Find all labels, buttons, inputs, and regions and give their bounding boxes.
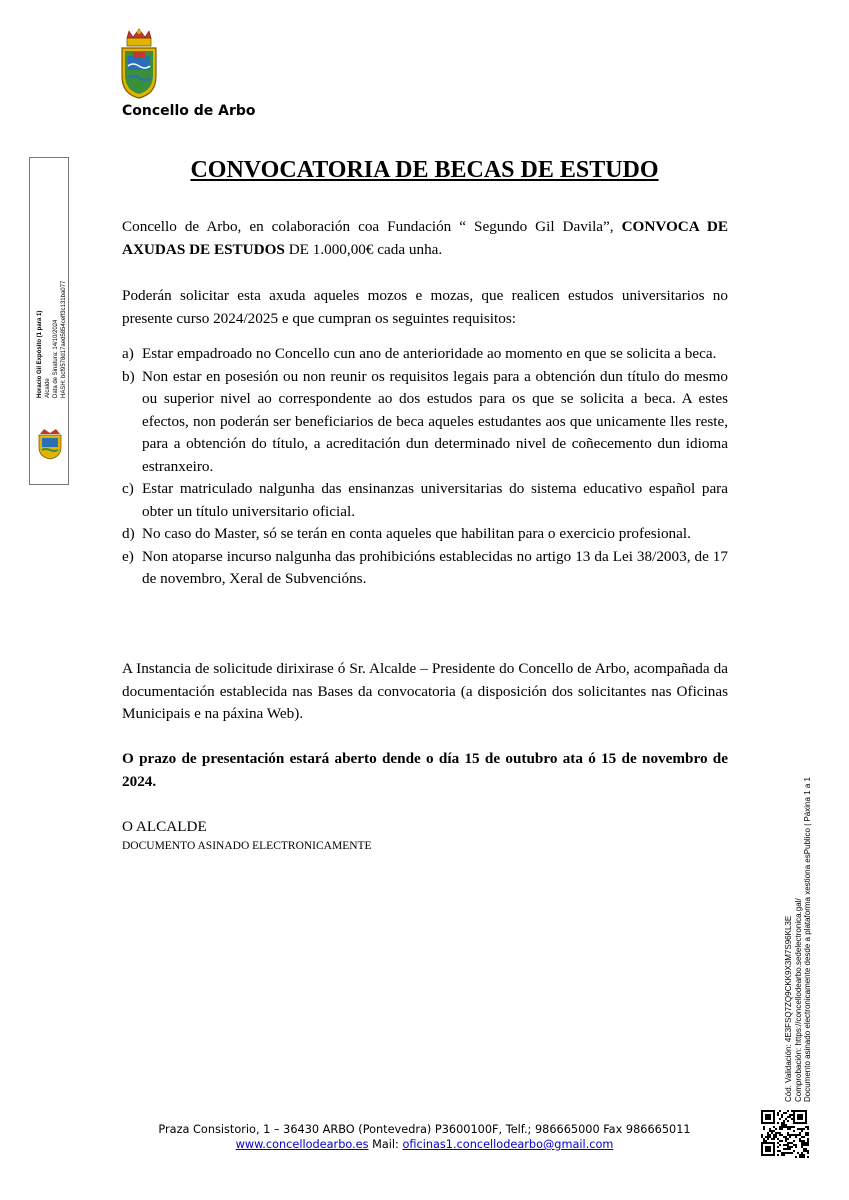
footer-address: Praza Consistorio, 1 – 36430 ARBO (Pontevedra) P3600100F, Telf.; 986665000 Fax 986665011 [158, 1123, 691, 1136]
list-item [122, 546, 728, 591]
signer-name: Horacio Gil Expósito (1 para 1) [37, 310, 43, 398]
list-item-text: Estar matriculado nalgunha das ensinanzas universitarias do sistema educativo español para obter un título universitario oficial. [142, 480, 728, 520]
page-title: CONVOCATORIA DE BECAS DE ESTUDO [190, 157, 659, 183]
list-item-text: No caso do Master, só se terán en conta aqueles que habilitan para o exercicio profesional. [142, 525, 691, 542]
mail-label: Mail: [368, 1138, 403, 1151]
footer [0, 1122, 849, 1152]
signer-title: O ALCALDE [122, 818, 207, 835]
list-marker: c) [122, 480, 134, 497]
list-item-text: Non atoparse incurso nalgunha das prohibicións establecidas no artigo 13 da Lei 38/2003, de 17 de novembro, Xeral de Subvencións. [142, 547, 728, 587]
signature-note: DOCUMENTO ASINADO ELECTRONICAMENTE [122, 840, 372, 852]
list-item-text: Estar empadroado no Concello cun ano de anterioridade ao momento en que se solicita a beca. [142, 345, 717, 362]
list-item [122, 523, 728, 546]
org-name: Concello de Arbo [122, 103, 256, 119]
website-link[interactable]: www.concellodearbo.es [235, 1138, 369, 1151]
intro-paragraph [122, 216, 728, 261]
signer-role: Alcalde [45, 378, 51, 398]
list-item-text: Non estar en posesión ou non reunir os requisitos legais para a obtención dun título do mesmo ou superior nivel ao correspondente ao dos estudos para os que se solicita a beca. A estes efectos, non poderán ser beneficiarios de beca aqueles estudantes aos que unicamente lles reste, para a obtención do título, a acreditación dun determinado nivel de coñecemento dun idioma estranxeiro. [142, 367, 728, 475]
instance-paragraph: A Instancia de solicitude dirixirase ó Sr. Alcalde – Presidente do Concello de Arbo, acompañada da documentación establecida nas Bases da convocatoria (a disposición dos solicitantes nas Oficinas Municipais e na páxina Web). [122, 660, 728, 722]
validation-code: Cód. Validación: 4E3FSQ7ZQ9CKK9X3M7S96KL3E [784, 915, 793, 1102]
email-link[interactable]: oficinas1.concellodearbo@gmail.com [402, 1138, 614, 1151]
signature-hash: HASH: bcf9578d17aed5854ceff3c131ba077 [61, 280, 67, 398]
list-marker: d) [122, 525, 135, 542]
signature-date: Data de Sinatura: 14/10/2024 [53, 319, 59, 398]
list-marker: e) [122, 547, 134, 565]
validation-strip [784, 754, 814, 1102]
footer-contact [0, 1137, 849, 1152]
crown-icon [127, 29, 151, 46]
coat-of-arms-logo [119, 28, 159, 100]
signature-strip [29, 157, 69, 485]
intro-text: Concello de Arbo, en colaboración coa Fundación “ Segundo Gil Davila”, [122, 218, 622, 235]
seal-icon [36, 428, 64, 460]
deadline-paragraph: O prazo de presentación estará aberto dende o día 15 de outubro ata ó 15 de novembro de 2024. [122, 750, 728, 790]
eligibility-paragraph: Poderán solicitar esta axuda aqueles mozos e mozas, que realicen estudos universitarios no presente curso 2024/2025 e que cumpran os seguintes requisitos: [122, 287, 728, 327]
list-item [122, 366, 728, 479]
requirements-list [122, 343, 728, 591]
validation-platform: Documento asinado electronicamente desde a plataforma xestiona esPublico | Páxina 1 a 1 [803, 777, 812, 1102]
intro-bold-text: CONVOCA DE AXUDAS DE ESTUDOS [122, 218, 728, 258]
intro-amount-text: DE 1.000,00€ cada unha. [284, 240, 443, 258]
list-item [122, 343, 728, 366]
list-marker: a) [122, 345, 134, 362]
list-item [122, 478, 728, 523]
validation-url: Comprobación: https://concellodearbo.sedelectronica.gal/ [793, 898, 803, 1102]
list-marker: b) [122, 367, 135, 385]
